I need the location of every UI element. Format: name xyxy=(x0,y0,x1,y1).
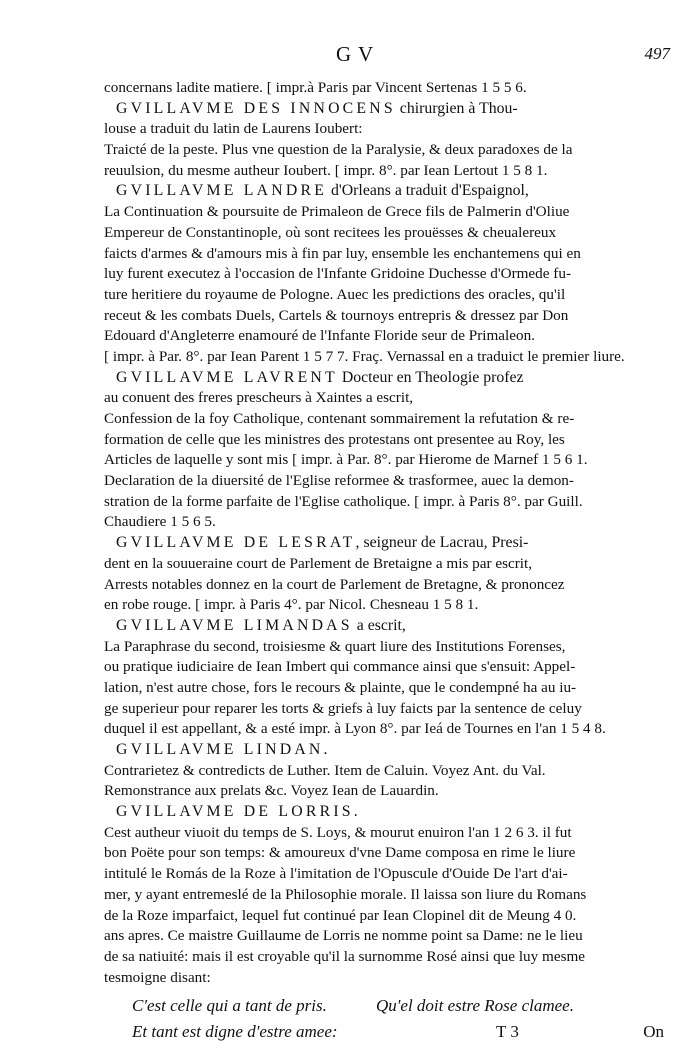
text-line: Cest autheur viuoit du temps de S. Loys, & mourut enuiron l'an 1 2 6 3. il fut xyxy=(104,823,572,841)
text-line: au conuent des freres prescheurs à Xaintes a escrit, xyxy=(104,389,414,407)
entry-heading xyxy=(104,181,666,202)
author-name: GVILLAVME DES INNOCENS xyxy=(116,99,396,117)
verse-line xyxy=(104,996,666,1022)
text-line: mer, y ayant entremeslé de la Philosophie morale. Il laissa son liure du Romans xyxy=(104,885,587,903)
text-line: formation de celle que les ministres des protestans ont presentee au Roy, les xyxy=(104,430,565,448)
heading-rest: d'Orleans a traduit d'Espaignol, xyxy=(327,182,529,200)
running-head: G V xyxy=(336,42,375,66)
text-line: ans apres. Ce maistre Guillaume de Lorris ne nomme point sa Dame: ne le lieu xyxy=(104,927,583,945)
text-line: ou pratique iudiciaire de Iean Imbert qui commance ainsi que s'ensuit: Appel- xyxy=(104,658,576,676)
text-line: concernans ladite matiere. [ impr.à Paris par Vincent Sertenas 1 5 5 6. xyxy=(104,79,527,96)
author-name: GVILLAVME LIMANDAS xyxy=(116,616,353,634)
text-line: tesmoigne disant: xyxy=(104,968,211,986)
heading-rest: chirurgien à Thou- xyxy=(395,99,518,117)
page-number: 497 xyxy=(644,44,670,63)
text-line: luy furent executez à l'occasion de l'Infante Gridoine Duchesse d'Ormede fu- xyxy=(104,265,572,283)
text-line: stration de la forme parfaite de l'Eglise catholique. [ impr. à Paris 8°. par Guill. xyxy=(104,492,583,510)
author-name: GVILLAVME LINDAN. xyxy=(116,741,331,758)
entry-heading xyxy=(104,740,666,761)
entry-heading xyxy=(104,533,666,554)
text-line: duquel il est appellant, & a esté impr. à Lyon 8°. par Ieá de Tournes en l'an 1 5 4 8. xyxy=(104,720,606,738)
heading-rest: a escrit, xyxy=(352,616,406,634)
author-name: GVILLAVME DE LESRAT xyxy=(116,534,356,552)
entry-heading xyxy=(104,99,666,120)
text-line: Articles de laquelle y sont mis [ impr. à Par. 8°. par Hierome de Marnef 1 5 6 1. xyxy=(104,451,588,469)
text-line: ge superieur pour reparer les torts & griefs à luy faicts par la sentence de celuy xyxy=(104,699,582,717)
text-line: de la Roze imparfaict, lequel fut continué par Iean Clopinel dit de Meung 4 0. xyxy=(104,906,577,924)
text-line: bon Poëte pour son temps: & amoureux d'vne Dame composa en rime le liure xyxy=(104,844,576,862)
text-line: Contrarietez & contredicts de Luther. Item de Caluin. Voyez Ant. du Val. xyxy=(104,761,546,779)
verse-right: Qu'el doit estre Rose clamee. xyxy=(376,996,574,1016)
text-line: reuulsion, du mesme autheur Ioubert. [ impr. 8°. par Iean Lertout 1 5 8 1. xyxy=(104,161,548,179)
author-name: GVILLAVME LAVRENT xyxy=(116,368,338,386)
signature-mark: T 3 xyxy=(496,1022,519,1042)
text-line: Remonstrance aux prelats &c. Voyez Iean de Lauardin. xyxy=(104,782,439,800)
entry-heading xyxy=(104,616,666,637)
text-line: Traicté de la peste. Plus vne question de la Paralysie, & deux paradoxes de la xyxy=(104,141,573,159)
verse-quotation xyxy=(104,996,666,1048)
page-body xyxy=(104,78,666,988)
text-line: lation, n'est autre chose, fors le recours & plainte, que le condempné ha au iu- xyxy=(104,678,577,696)
page-header xyxy=(104,42,670,68)
text-line: [ impr. à Par. 8°. par Iean Parent 1 5 7 7. Fraç. Vernassal en a traduict le premier liure. xyxy=(104,347,625,365)
text-line: La Paraphrase du second, troisiesme & quart liure des Institutions Forenses, xyxy=(104,637,566,655)
heading-rest: , seigneur de Lacrau, Presi- xyxy=(355,534,529,552)
text-line: de sa natiuité: mais il est croyable qu'il la surnomme Rosé ainsi que luy mesme xyxy=(104,947,586,965)
text-line: Edouard d'Angleterre enamouré de l'Infante Floride seur de Primaleon. xyxy=(104,327,535,345)
entry-heading xyxy=(104,368,666,389)
heading-rest: Docteur en Theologie profez xyxy=(337,368,524,386)
entry-heading xyxy=(104,802,666,823)
text-line: Arrests notables donnez en la court de Parlement de Bretagne, & prononcez xyxy=(104,575,565,593)
author-name: GVILLAVME LANDRE xyxy=(116,182,328,200)
text-line: faicts d'armes & d'amours mis à fin par luy, ensemble les enchantemens qui en xyxy=(104,244,581,262)
text-line: louse a traduit du latin de Laurens Ioubert: xyxy=(104,120,363,138)
text-line: intitulé le Romás de la Roze à l'imitation de l'Opuscule d'Ouide De l'art d'ai- xyxy=(104,865,568,883)
text-line: ture heritiere du royaume de Pologne. Auec les predictions des oracles, qu'il xyxy=(104,285,566,303)
text-line: Confession de la foy Catholique, contenant sommairement la refutation & re- xyxy=(104,410,575,427)
text-line: Declaration de la diuersité de l'Eglise reformee & trasformee, auec la demon- xyxy=(104,472,574,490)
catchword: On xyxy=(643,1022,664,1042)
text-line: en robe rouge. [ impr. à Paris 4°. par Nicol. Chesneau 1 5 8 1. xyxy=(104,596,479,614)
text-line: receut & les combats Duels, Cartels & tournoys entrepris & dressez par Don xyxy=(104,306,569,324)
verse-left: Et tant est digne d'estre amee: xyxy=(132,1022,338,1042)
verse-line xyxy=(104,1022,666,1048)
text-line: La Continuation & poursuite de Primaleon de Grece fils de Palmerin d'Oliue xyxy=(104,203,570,221)
text-line: dent en la souueraine court de Parlement de Bretaigne a mis par escrit, xyxy=(104,554,533,572)
author-name: GVILLAVME DE LORRIS. xyxy=(116,803,361,821)
text-line: Chaudiere 1 5 6 5. xyxy=(104,513,216,531)
text-line: Empereur de Constantinople, où sont recitees les prouësses & cheualereux xyxy=(104,223,557,241)
verse-left: C'est celle qui a tant de pris. xyxy=(132,996,327,1016)
